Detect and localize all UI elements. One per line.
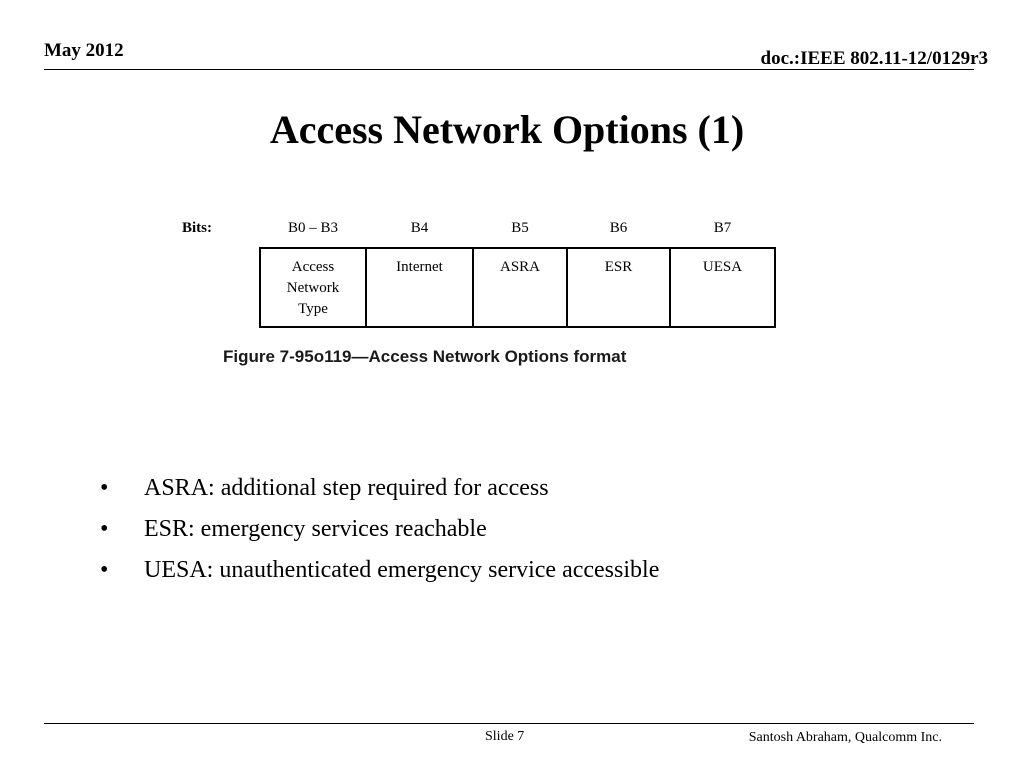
bullet-marker: • [100,557,109,583]
bullet-text: UESA: unauthenticated emergency service accessible [144,557,660,583]
bullet-item-asra [100,468,659,509]
bullet-marker: • [100,475,109,501]
bullet-text: ESR: emergency services reachable [144,516,487,542]
figure-field-table [259,247,776,328]
bullet-text: ASRA: additional step required for access [144,475,549,501]
figure-field-asra: ASRA [474,249,568,326]
bullet-marker: • [100,516,109,542]
figure-field-internet: Internet [367,249,474,326]
bullet-item-uesa [100,550,659,591]
figure-bit-b5: B5 [511,220,529,236]
figure-bits-label: Bits: [182,220,212,236]
header-doc-id: doc.:IEEE 802.11-12/0129r3 [760,48,988,69]
bullet-item-esr [100,509,659,550]
header-date: May 2012 [44,40,124,61]
figure-bit-b7: B7 [713,220,732,236]
header-divider [44,69,974,70]
figure-field-uesa: UESA [702,259,743,275]
figure-field-access-network-type: Access Network Type [261,249,367,326]
footer-divider [44,723,974,724]
figure-field-esr: ESR [568,249,671,326]
figure-bit-b4: B4 [410,220,429,236]
figure-bit-b0-b3: B0 – B3 [287,220,338,236]
footer-author: Santosh Abraham, Qualcomm Inc. [748,730,942,745]
figure-caption: Figure 7-95o119—Access Network Options format [223,347,627,366]
bullet-list [100,468,659,591]
footer-slide-number: Slide 7 [485,729,525,744]
figure-bit-b6: B6 [609,220,628,236]
slide-title: Access Network Options (1) [269,107,745,152]
